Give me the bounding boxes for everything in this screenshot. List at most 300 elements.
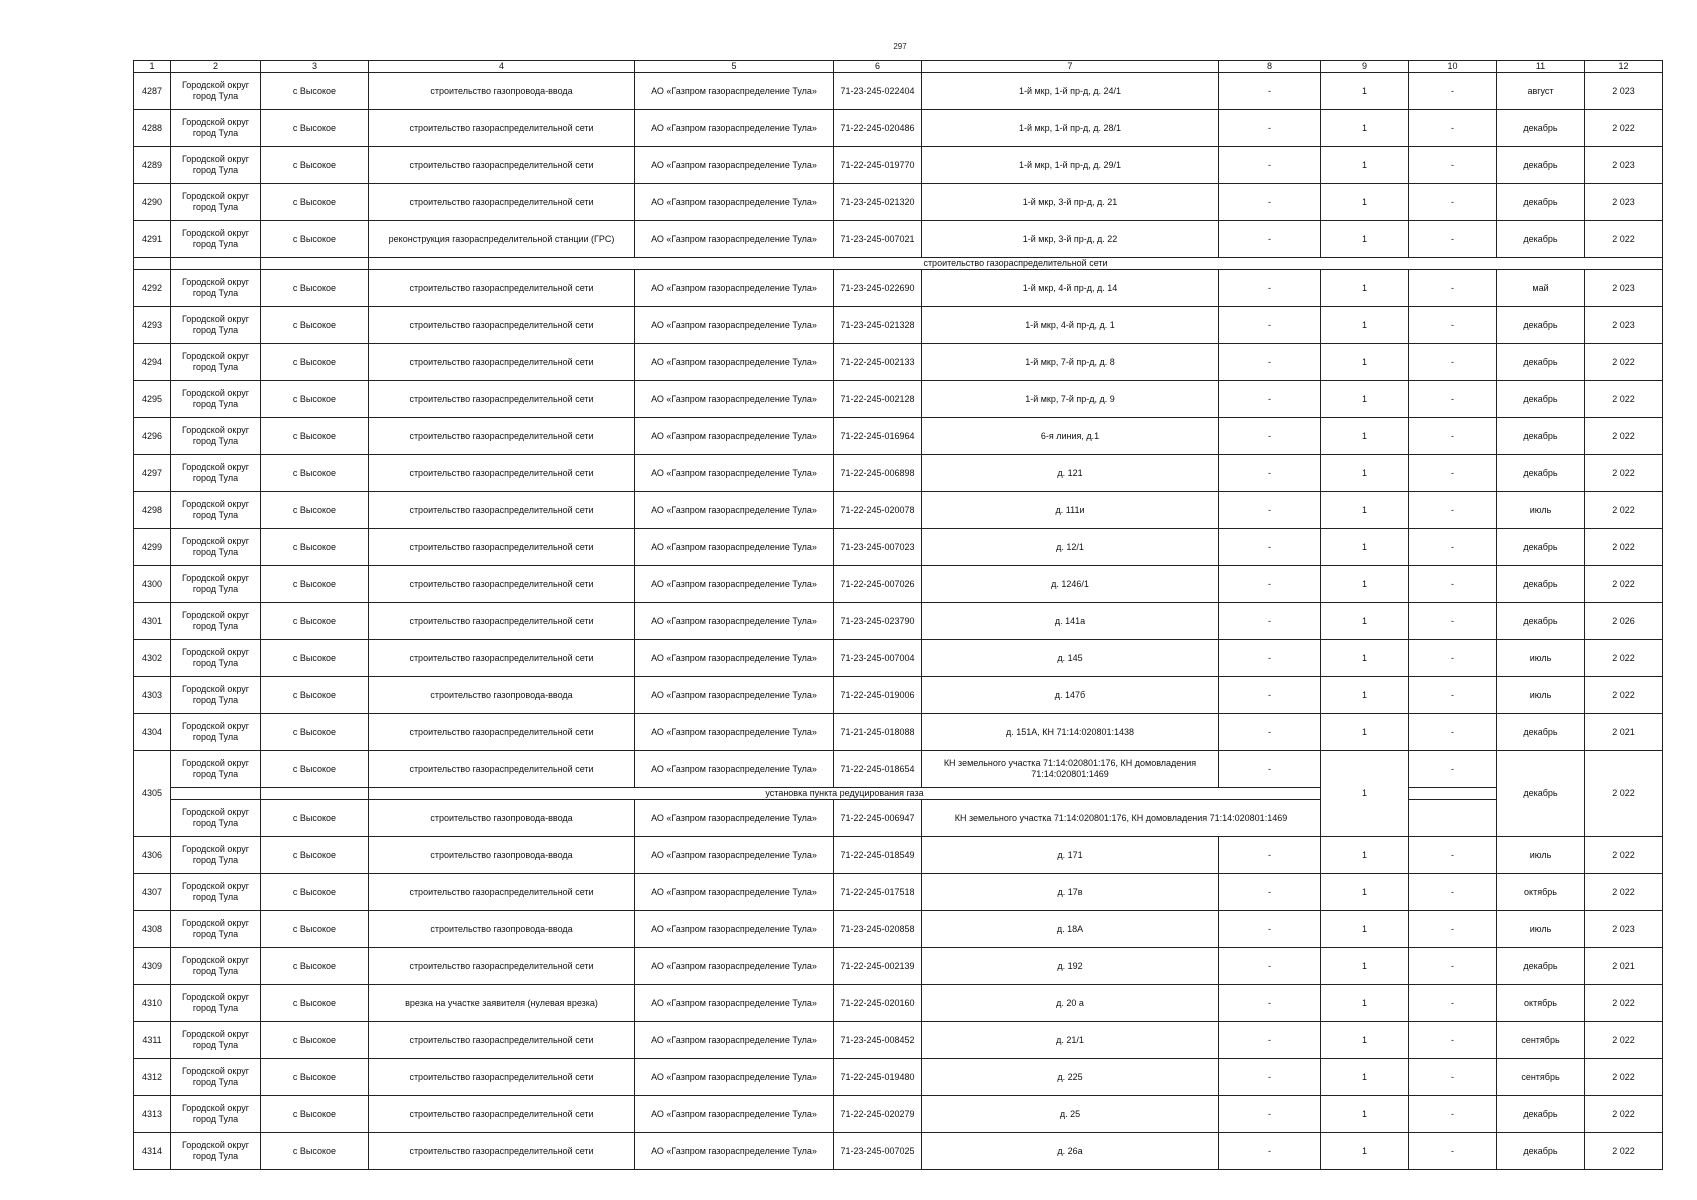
table-row [134,73,1663,110]
district-cell: Городской округ город Тула [171,874,261,911]
month-cell: декабрь [1497,1133,1585,1170]
col8-cell: - [1219,640,1321,677]
year-cell: 2 023 [1585,147,1663,184]
count-cell: 1 [1321,221,1409,258]
organization-cell: АО «Газпром газораспределение Тула» [635,1133,834,1170]
row-number: 4289 [134,147,171,184]
col10-cell: - [1409,1022,1497,1059]
col8-cell: - [1219,566,1321,603]
district-cell: Городской округ город Тула [171,147,261,184]
month-cell: июль [1497,911,1585,948]
count-cell: 1 [1321,529,1409,566]
col10-cell: - [1409,221,1497,258]
district-cell: Городской округ город Тула [171,492,261,529]
work-type-cell: строительство газораспределительной сети [369,751,635,788]
empty-cell [1409,800,1497,837]
month-cell: декабрь [1497,529,1585,566]
column-number: 2 [171,61,261,73]
application-code-cell: 71-22-245-020078 [834,492,922,529]
year-cell: 2 023 [1585,307,1663,344]
locality-cell: с Высокое [261,751,369,788]
table-row [134,221,1663,258]
work-type-cell: строительство газораспределительной сети [369,270,635,307]
col10-cell: - [1409,529,1497,566]
organization-cell: АО «Газпром газораспределение Тула» [635,1059,834,1096]
application-code-cell: 71-23-245-008452 [834,1022,922,1059]
application-code-cell: 71-22-245-020486 [834,110,922,147]
month-cell: декабрь [1497,566,1585,603]
col10-cell: - [1409,566,1497,603]
organization-cell: АО «Газпром газораспределение Тула» [635,418,834,455]
year-cell: 2 022 [1585,110,1663,147]
year-cell: 2 022 [1585,418,1663,455]
district-cell: Городской округ город Тула [171,751,261,788]
continuation-text: строительство газораспределительной сети [369,258,1663,270]
application-code-cell: 71-23-245-020858 [834,911,922,948]
row-number: 4305 [134,751,171,837]
col8-cell: - [1219,1059,1321,1096]
application-code-cell: 71-23-245-007023 [834,529,922,566]
count-cell: 1 [1321,110,1409,147]
district-cell: Городской округ город Тула [171,948,261,985]
col8-cell: - [1219,948,1321,985]
table-row [134,566,1663,603]
application-code-cell: 71-23-245-007021 [834,221,922,258]
application-code-cell: 71-22-245-018549 [834,837,922,874]
empty-cell [261,258,369,270]
table-row [134,529,1663,566]
count-cell: 1 [1321,381,1409,418]
locality-cell: с Высокое [261,307,369,344]
count-cell: 1 [1321,1059,1409,1096]
col10-cell: - [1409,147,1497,184]
work-type-cell: строительство газораспределительной сети [369,1133,635,1170]
col8-cell: - [1219,837,1321,874]
organization-cell: АО «Газпром газораспределение Тула» [635,677,834,714]
table-row [134,270,1663,307]
col8-cell: - [1219,714,1321,751]
district-cell: Городской округ город Тула [171,985,261,1022]
locality-cell: с Высокое [261,492,369,529]
month-cell: декабрь [1497,381,1585,418]
organization-cell: АО «Газпром газораспределение Тула» [635,837,834,874]
locality-cell: с Высокое [261,714,369,751]
year-cell: 2 023 [1585,270,1663,307]
month-cell: декабрь [1497,344,1585,381]
district-cell: Городской округ город Тула [171,714,261,751]
address-cell: 1-й мкр, 7-й пр-д, д. 8 [922,344,1219,381]
table-row [134,985,1663,1022]
locality-cell: с Высокое [261,270,369,307]
locality-cell: с Высокое [261,418,369,455]
district-cell: Городской округ город Тула [171,344,261,381]
locality-cell: с Высокое [261,1022,369,1059]
locality-cell: с Высокое [261,221,369,258]
column-number: 10 [1409,61,1497,73]
empty-cell [1409,788,1497,800]
locality-cell: с Высокое [261,603,369,640]
locality-cell: с Высокое [261,344,369,381]
year-cell: 2 021 [1585,714,1663,751]
application-code-cell: 71-23-245-022404 [834,73,922,110]
work-type-cell: строительство газопровода-ввода [369,837,635,874]
count-cell: 1 [1321,1096,1409,1133]
year-cell: 2 022 [1585,874,1663,911]
year-cell: 2 022 [1585,1022,1663,1059]
month-cell: сентябрь [1497,1059,1585,1096]
work-type-cell: строительство газораспределительной сети [369,1096,635,1133]
locality-cell: с Высокое [261,911,369,948]
row-number: 4308 [134,911,171,948]
work-type-cell: строительство газораспределительной сети [369,948,635,985]
organization-cell: АО «Газпром газораспределение Тула» [635,455,834,492]
empty-cell [171,788,261,800]
row-number: 4314 [134,1133,171,1170]
locality-cell: с Высокое [261,1059,369,1096]
address-cell: д. 192 [922,948,1219,985]
col8-cell: - [1219,874,1321,911]
work-type-cell: строительство газораспределительной сети [369,418,635,455]
row-number: 4307 [134,874,171,911]
row-number: 4311 [134,1022,171,1059]
work-type-cell: строительство газораспределительной сети [369,307,635,344]
column-number: 12 [1585,61,1663,73]
row-number: 4309 [134,948,171,985]
column-number: 11 [1497,61,1585,73]
application-code-cell: 71-22-245-016964 [834,418,922,455]
year-cell: 2 022 [1585,985,1663,1022]
locality-cell: с Высокое [261,640,369,677]
row-number: 4306 [134,837,171,874]
organization-cell: АО «Газпром газораспределение Тула» [635,110,834,147]
address-cell: д. 18А [922,911,1219,948]
col8-cell: - [1219,184,1321,221]
address-cell: 1-й мкр, 1-й пр-д, д. 28/1 [922,110,1219,147]
empty-cell [261,788,369,800]
work-type-cell: строительство газопровода-ввода [369,911,635,948]
col10-cell: - [1409,603,1497,640]
continuation-text: установка пункта редуцирования газа [369,788,1321,800]
column-number: 6 [834,61,922,73]
address-cell: д. 20 а [922,985,1219,1022]
month-cell: декабрь [1497,603,1585,640]
locality-cell: с Высокое [261,677,369,714]
locality-cell: с Высокое [261,566,369,603]
address-cell: д. 225 [922,1059,1219,1096]
year-cell: 2 022 [1585,381,1663,418]
application-code-cell: 71-22-245-002128 [834,381,922,418]
application-code-cell: 71-22-245-006947 [834,800,922,837]
address-cell: д. 12/1 [922,529,1219,566]
col8-cell: - [1219,418,1321,455]
col10-cell: - [1409,1059,1497,1096]
count-cell: 1 [1321,714,1409,751]
row-number: 4292 [134,270,171,307]
count-cell: 1 [1321,603,1409,640]
organization-cell: АО «Газпром газораспределение Тула» [635,874,834,911]
col8-cell: - [1219,751,1321,788]
col10-cell: - [1409,455,1497,492]
district-cell: Городской округ город Тула [171,837,261,874]
column-number-row [134,61,1663,73]
address-cell: д. 171 [922,837,1219,874]
district-cell: Городской округ город Тула [171,1096,261,1133]
col10-cell: - [1409,1096,1497,1133]
table-row [134,344,1663,381]
address-cell: д. 25 [922,1096,1219,1133]
address-cell: 1-й мкр, 1-й пр-д, д. 24/1 [922,73,1219,110]
row-number: 4304 [134,714,171,751]
count-cell: 1 [1321,344,1409,381]
year-cell: 2 022 [1585,221,1663,258]
count-cell: 1 [1321,566,1409,603]
locality-cell: с Высокое [261,110,369,147]
application-code-cell: 71-21-245-018088 [834,714,922,751]
organization-cell: АО «Газпром газораспределение Тула» [635,381,834,418]
col8-cell: - [1219,270,1321,307]
work-type-cell: строительство газопровода-ввода [369,73,635,110]
count-cell: 1 [1321,985,1409,1022]
month-cell: июль [1497,640,1585,677]
table-row [134,492,1663,529]
work-type-cell: строительство газораспределительной сети [369,1059,635,1096]
table-row [134,837,1663,874]
work-type-cell: строительство газораспределительной сети [369,344,635,381]
application-code-cell: 71-23-245-021320 [834,184,922,221]
month-cell: июль [1497,837,1585,874]
district-cell: Городской округ город Тула [171,307,261,344]
work-type-cell: строительство газораспределительной сети [369,147,635,184]
col8-cell: - [1219,73,1321,110]
work-type-cell: строительство газораспределительной сети [369,1022,635,1059]
count-cell: 1 [1321,1133,1409,1170]
row-number: 4301 [134,603,171,640]
row-number: 4295 [134,381,171,418]
application-code-cell: 71-22-245-018654 [834,751,922,788]
address-cell: 1-й мкр, 4-й пр-д, д. 1 [922,307,1219,344]
application-code-cell: 71-23-245-023790 [834,603,922,640]
address-cell: д. 147б [922,677,1219,714]
empty-cell [171,258,261,270]
count-cell: 1 [1321,1022,1409,1059]
column-number: 1 [134,61,171,73]
col8-cell: - [1219,381,1321,418]
column-number: 4 [369,61,635,73]
col10-cell: - [1409,270,1497,307]
address-cell: д. 1246/1 [922,566,1219,603]
col10-cell: - [1409,184,1497,221]
register-table [133,60,1663,1170]
count-cell: 1 [1321,874,1409,911]
col8-cell: - [1219,455,1321,492]
col8-cell: - [1219,603,1321,640]
district-cell: Городской округ город Тула [171,270,261,307]
work-type-cell: строительство газораспределительной сети [369,529,635,566]
year-cell: 2 021 [1585,948,1663,985]
count-cell: 1 [1321,147,1409,184]
district-cell: Городской округ город Тула [171,381,261,418]
year-cell: 2 022 [1585,566,1663,603]
col10-cell: - [1409,307,1497,344]
count-cell: 1 [1321,948,1409,985]
district-cell: Городской округ город Тула [171,1059,261,1096]
col8-cell: - [1219,677,1321,714]
application-code-cell: 71-22-245-019770 [834,147,922,184]
organization-cell: АО «Газпром газораспределение Тула» [635,566,834,603]
month-cell: май [1497,270,1585,307]
year-cell: 2 022 [1585,751,1663,837]
locality-cell: с Высокое [261,381,369,418]
work-type-cell: строительство газораспределительной сети [369,110,635,147]
address-cell: д. 21/1 [922,1022,1219,1059]
table-row [134,184,1663,221]
year-cell: 2 026 [1585,603,1663,640]
empty-cell [134,258,171,270]
address-cell: 1-й мкр, 7-й пр-д, д. 9 [922,381,1219,418]
district-cell: Городской округ город Тула [171,1022,261,1059]
district-cell: Городской округ город Тула [171,221,261,258]
col10-cell: - [1409,677,1497,714]
address-cell: 1-й мкр, 1-й пр-д, д. 29/1 [922,147,1219,184]
row-number: 4303 [134,677,171,714]
row-number: 4291 [134,221,171,258]
application-code-cell: 71-22-245-002139 [834,948,922,985]
organization-cell: АО «Газпром газораспределение Тула» [635,307,834,344]
organization-cell: АО «Газпром газораспределение Тула» [635,147,834,184]
column-number: 3 [261,61,369,73]
address-cell: д. 111и [922,492,1219,529]
locality-cell: с Высокое [261,874,369,911]
year-cell: 2 022 [1585,837,1663,874]
table-row [134,1059,1663,1096]
year-cell: 2 023 [1585,73,1663,110]
work-type-cell: строительство газопровода-ввода [369,677,635,714]
work-type-cell: строительство газораспределительной сети [369,184,635,221]
row-number: 4299 [134,529,171,566]
col10-cell: - [1409,948,1497,985]
table-row [134,455,1663,492]
month-cell: сентябрь [1497,1022,1585,1059]
col10-cell: - [1409,751,1497,788]
application-code-cell: 71-23-245-021328 [834,307,922,344]
page-number: 297 [893,42,907,51]
district-cell: Городской округ город Тула [171,455,261,492]
row-number: 4298 [134,492,171,529]
locality-cell: с Высокое [261,837,369,874]
district-cell: Городской округ город Тула [171,418,261,455]
organization-cell: АО «Газпром газораспределение Тула» [635,800,834,837]
table-row [134,1022,1663,1059]
column-number: 7 [922,61,1219,73]
col10-cell: - [1409,418,1497,455]
address-cell: 1-й мкр, 3-й пр-д, д. 22 [922,221,1219,258]
col8-cell: - [1219,1022,1321,1059]
year-cell: 2 022 [1585,529,1663,566]
organization-cell: АО «Газпром газораспределение Тула» [635,985,834,1022]
year-cell: 2 022 [1585,1096,1663,1133]
locality-cell: с Высокое [261,184,369,221]
address-cell: д. 26а [922,1133,1219,1170]
count-cell: 1 [1321,73,1409,110]
row-number: 4310 [134,985,171,1022]
table-row [134,874,1663,911]
locality-cell: с Высокое [261,455,369,492]
table-row [134,381,1663,418]
month-cell: декабрь [1497,110,1585,147]
application-code-cell: 71-22-245-017518 [834,874,922,911]
work-type-cell: строительство газораспределительной сети [369,640,635,677]
row-number: 4302 [134,640,171,677]
month-cell: август [1497,73,1585,110]
col10-cell: - [1409,640,1497,677]
month-cell: декабрь [1497,418,1585,455]
count-cell: 1 [1321,640,1409,677]
address-cell: д. 17в [922,874,1219,911]
address-cell: д. 145 [922,640,1219,677]
col10-cell: - [1409,874,1497,911]
application-code-cell: 71-23-245-007004 [834,640,922,677]
col10-cell: - [1409,492,1497,529]
count-cell: 1 [1321,492,1409,529]
organization-cell: АО «Газпром газораспределение Тула» [635,270,834,307]
work-type-cell: строительство газораспределительной сети [369,455,635,492]
year-cell: 2 022 [1585,1059,1663,1096]
column-number: 5 [635,61,834,73]
application-code-cell: 71-22-245-002133 [834,344,922,381]
year-cell: 2 022 [1585,640,1663,677]
locality-cell: с Высокое [261,948,369,985]
district-cell: Городской округ город Тула [171,677,261,714]
work-type-cell: строительство газораспределительной сети [369,492,635,529]
organization-cell: АО «Газпром газораспределение Тула» [635,492,834,529]
row-number: 4287 [134,73,171,110]
row-number: 4312 [134,1059,171,1096]
count-cell: 1 [1321,455,1409,492]
month-cell: октябрь [1497,985,1585,1022]
organization-cell: АО «Газпром газораспределение Тула» [635,714,834,751]
work-type-cell: строительство газораспределительной сети [369,603,635,640]
address-cell: 1-й мкр, 3-й пр-д, д. 21 [922,184,1219,221]
row-number: 4293 [134,307,171,344]
year-cell: 2 022 [1585,344,1663,381]
month-cell: декабрь [1497,307,1585,344]
work-type-cell: строительство газораспределительной сети [369,874,635,911]
organization-cell: АО «Газпром газораспределение Тула» [635,640,834,677]
col10-cell: - [1409,381,1497,418]
district-cell: Городской округ город Тула [171,603,261,640]
month-cell: июль [1497,677,1585,714]
year-cell: 2 022 [1585,455,1663,492]
organization-cell: АО «Газпром газораспределение Тула» [635,529,834,566]
work-type-cell: строительство газораспределительной сети [369,566,635,603]
month-cell: декабрь [1497,221,1585,258]
organization-cell: АО «Газпром газораспределение Тула» [635,1022,834,1059]
col10-cell: - [1409,837,1497,874]
organization-cell: АО «Газпром газораспределение Тула» [635,344,834,381]
col8-cell: - [1219,221,1321,258]
district-cell: Городской округ город Тула [171,1133,261,1170]
table-row [134,307,1663,344]
table-row [134,603,1663,640]
row-number: 4288 [134,110,171,147]
row-number: 4290 [134,184,171,221]
address-cell: 1-й мкр, 4-й пр-д, д. 14 [922,270,1219,307]
district-cell: Городской округ город Тула [171,800,261,837]
locality-cell: с Высокое [261,529,369,566]
application-code-cell: 71-22-245-007026 [834,566,922,603]
table-row [134,110,1663,147]
table-row [134,147,1663,184]
